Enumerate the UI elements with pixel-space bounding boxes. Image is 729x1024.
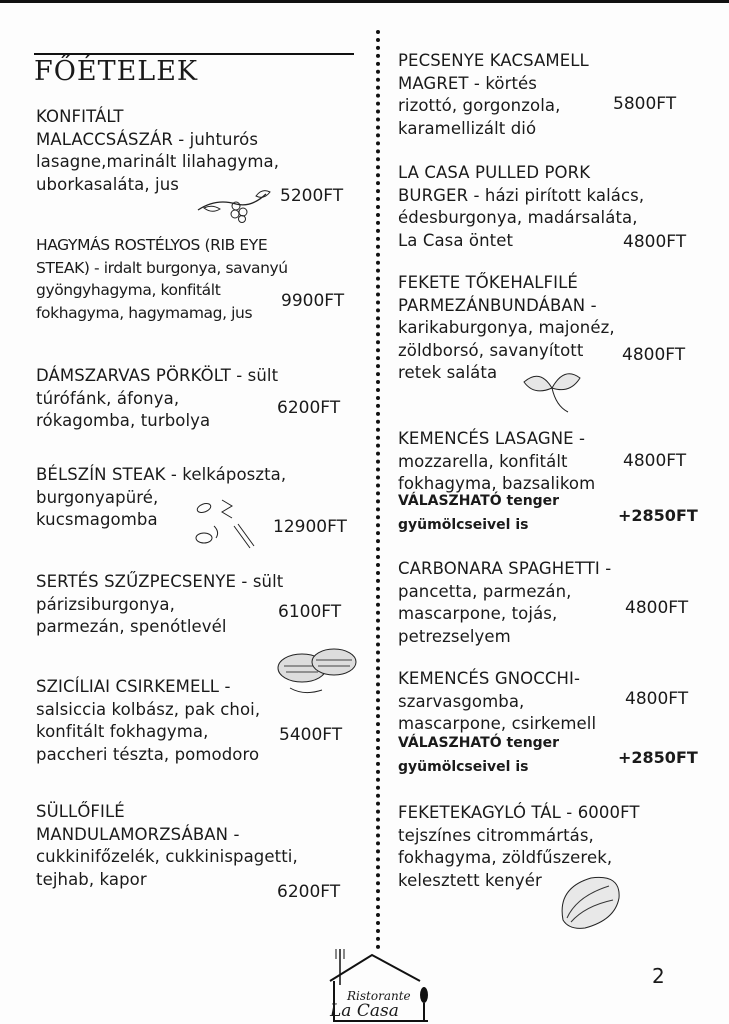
menu-item-option: VÁLASZHATÓ tenger gyümölcseivel is	[398, 493, 560, 533]
section-title: FŐÉTELEK	[34, 56, 199, 87]
pasta-illustration-icon	[190, 496, 260, 554]
menu-item-text: HAGYMÁS ROSTÉLYOS (RIB EYE STEAK) - irdalt burgonya, savanyú gyöngyhagyma, konfitált fokhagyma, hagymamag, jus	[36, 236, 288, 322]
basil-leaf-illustration-icon	[520, 362, 584, 414]
menu-item-price: 4800FT	[623, 232, 687, 252]
menu-item-price: 12900FT	[273, 517, 347, 537]
menu-item-price: 5200FT	[280, 186, 344, 206]
menu-item-option: VÁLASZHATÓ tenger gyümölcseivel is	[398, 735, 560, 775]
steak-illustration-icon	[274, 638, 360, 704]
menu-item-text: FEKETE TŐKEHALFILÉ PARMEZÁNBUNDÁBAN - karikaburgonya, majonéz, zöldborsó, savanyított retek saláta	[398, 273, 615, 382]
menu-item-text: FEKETEKAGYLÓ TÁL - 6000FT tejszínes citrommártás, fokhagyma, zöldfűszerek, kelesztett kenyér	[398, 803, 640, 890]
menu-item-text: DÁMSZARVAS PÖRKÖLT - sült túrófánk, áfonya, rókagomba, turbolya	[36, 366, 279, 430]
menu-item-text: CARBONARA SPAGHETTI - pancetta, parmezán, mascarpone, tojás, petrezselyem	[398, 559, 612, 646]
menu-item-text: KEMENCÉS LASAGNE - mozzarella, konfitált fokhagyma, bazsalikom	[398, 429, 596, 493]
menu-item-price: 5400FT	[279, 725, 343, 745]
menu-item-price: 5800FT	[613, 94, 677, 114]
top-border	[0, 0, 729, 3]
menu-item-price: 4800FT	[623, 451, 687, 471]
menu-item-text: KEMENCÉS GNOCCHI- szarvasgomba, mascarpone, csirkemell	[398, 669, 597, 733]
logo-text-la-casa: La Casa	[330, 1001, 399, 1021]
menu-item-text: SZICÍLIAI CSIRKEMELL - salsiccia kolbász, pak choi, konfitált fokhagyma, paccheri tészta, pomodoro	[36, 677, 261, 764]
menu-item-text: SÜLLŐFILÉ MANDULAMORZSÁBAN - cukkinifőzelék, cukkinispagetti, tejhab, kapor	[36, 802, 298, 889]
menu-item-option-price: +2850FT	[618, 748, 698, 767]
menu-item-price: 6100FT	[278, 602, 342, 622]
menu-item-text: PECSENYE KACSAMELL MAGRET - körtés rizottó, gorgonzola, karamellizált dió	[398, 51, 589, 138]
menu-item-price: 6200FT	[277, 398, 341, 418]
title-overline	[34, 53, 354, 55]
menu-item-text: LA CASA PULLED PORK BURGER - házi pirított kalács, édesburgonya, madársaláta, La Casa öntet	[398, 163, 645, 250]
logo-text-ristorante: Ristorante	[347, 989, 411, 1003]
menu-item-option-price: +2850FT	[618, 506, 698, 525]
menu-item-text: SERTÉS SZŰZPECSENYE - sült párizsiburgonya, parmezán, spenótlevél	[36, 572, 284, 636]
menu-item-price: 9900FT	[281, 291, 345, 311]
column-divider	[376, 30, 380, 950]
grape-illustration-icon	[196, 180, 276, 224]
menu-item-price: 4800FT	[622, 345, 686, 365]
mussel-illustration-icon	[555, 870, 625, 932]
menu-item-text: KONFITÁLT MALACCSÁSZÁR - juhturós lasagne,marinált lilahagyma, uborkasaláta, jus	[36, 107, 280, 194]
menu-item-price: 6200FT	[277, 882, 341, 902]
menu-item-price: 4800FT	[625, 689, 689, 709]
menu-item-text: BÉLSZÍN STEAK - kelkáposzta, burgonyapüré, kucsmagomba	[36, 465, 287, 529]
page-number: 2	[652, 964, 665, 988]
menu-item-price: 4800FT	[625, 598, 689, 618]
